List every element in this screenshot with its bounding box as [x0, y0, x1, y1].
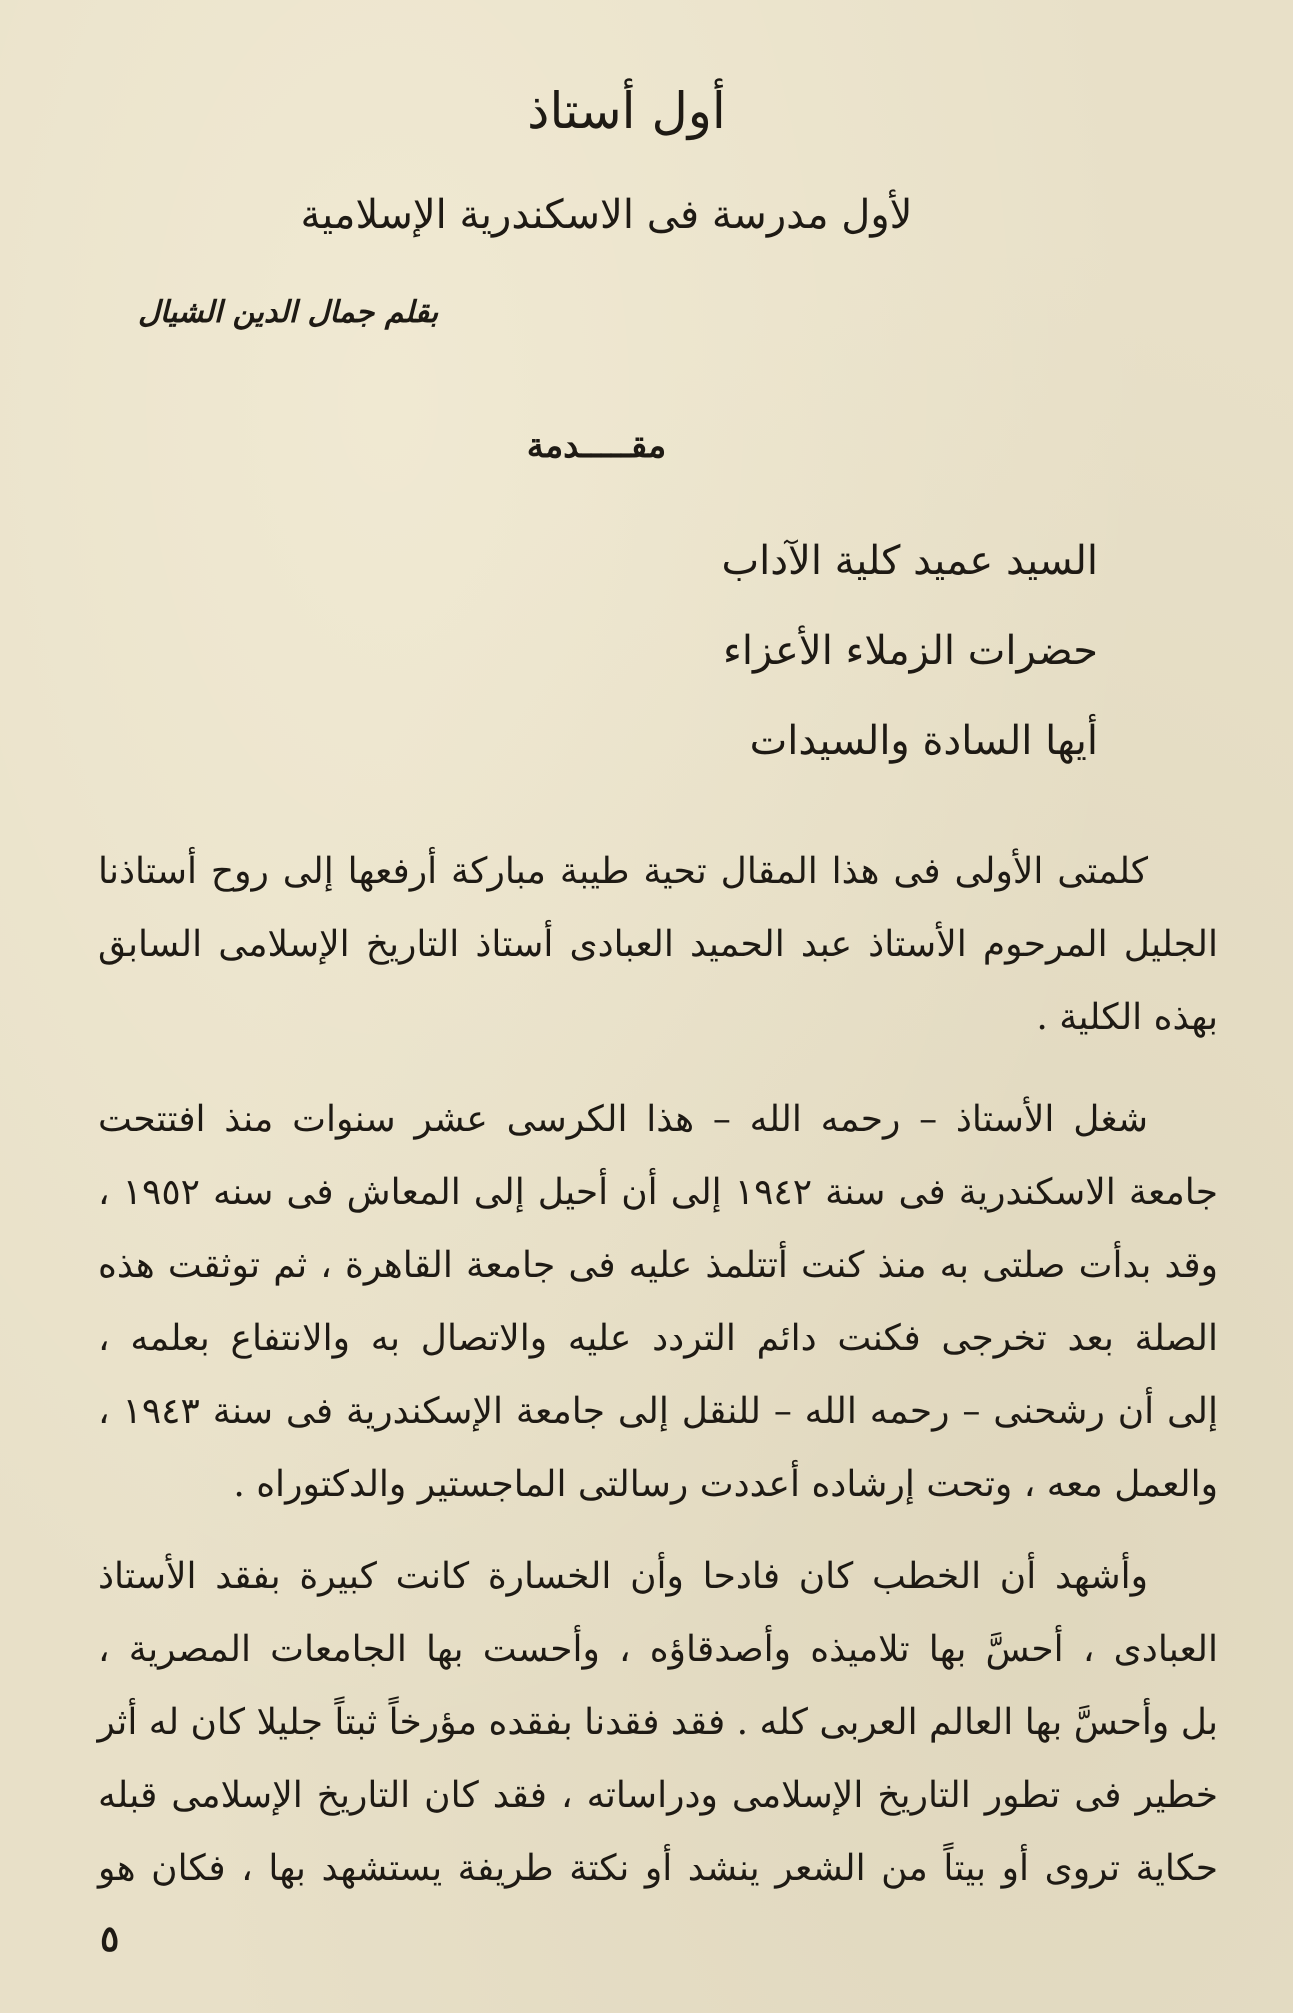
paragraph-line: إلى أن رشحنى – رحمه الله – للنقل إلى جامعة الإسكندرية فى سنة ١٩٤٣ ،: [98, 1391, 1218, 1432]
paragraph-line: شغل الأستاذ – رحمه الله – هذا الكرسى عشر سنوات منذ افتتحت: [98, 1099, 1148, 1140]
paragraph-line: حكاية تروى أو بيتاً من الشعر ينشد أو نكتة طريفة يستشهد بها ، فكان هو: [98, 1848, 1218, 1889]
paragraph-line: بهذه الكلية .: [1036, 997, 1218, 1038]
paragraph-line: كلمتى الأولى فى هذا المقال تحية طيبة مباركة أرفعها إلى روح أستاذنا: [98, 851, 1148, 892]
paragraph-2: [98, 1083, 1218, 1521]
paragraph-line: بل وأحسَّ بها العالم العربى كله . فقد فقدنا بفقده مؤرخاً ثبتاً جليلا كان له أثر: [97, 1702, 1218, 1743]
paragraph-line: وقد بدأت صلتى به منذ كنت أتتلمذ عليه فى جامعة القاهرة ، ثم توثقت هذه: [98, 1245, 1218, 1286]
author-byline: بقلم جمال الدين الشيال: [138, 295, 439, 330]
paragraph-3: [98, 1540, 1218, 1905]
salutation-ladies-gentlemen: أيها السادة والسيدات: [749, 718, 1098, 764]
section-heading-introduction: مقـــــدمة: [526, 426, 667, 466]
paragraph-1: [98, 835, 1218, 1054]
paragraph-line: وأشهد أن الخطب كان فادحا وأن الخسارة كانت كبيرة بفقد الأستاذ: [98, 1556, 1148, 1597]
paragraph-line: خطير فى تطور التاريخ الإسلامى ودراساته ، فقد كان التاريخ الإسلامى قبله: [98, 1775, 1218, 1816]
paragraph-line: والعمل معه ، وتحت إرشاده أعددت رسالتى الماجستير والدكتوراه .: [233, 1464, 1218, 1505]
salutation-colleagues: حضرات الزملاء الأعزاء: [723, 628, 1098, 674]
article-subtitle: لأول مدرسة فى الاسكندرية الإسلامية: [300, 192, 913, 238]
paragraph-line: جامعة الاسكندرية فى سنة ١٩٤٢ إلى أن أحيل إلى المعاش فى سنه ١٩٥٢ ،: [98, 1172, 1219, 1213]
paragraph-line: العبادى ، أحسَّ بها تلاميذه وأصدقاؤه ، وأحست بها الجامعات المصرية ،: [98, 1629, 1218, 1670]
salutation-dean: السيد عميد كلية الآداب: [721, 538, 1098, 584]
paragraph-line: الجليل المرحوم الأستاذ عبد الحميد العبادى أستاذ التاريخ الإسلامى السابق: [98, 924, 1218, 965]
article-title: أول أستاذ: [527, 82, 726, 140]
page-number: ٥: [100, 1918, 120, 1960]
bleed-through-text: [150, 8, 1200, 41]
paragraph-line: الصلة بعد تخرجى فكنت دائم التردد عليه والاتصال به والانتفاع بعلمه ،: [98, 1318, 1218, 1359]
